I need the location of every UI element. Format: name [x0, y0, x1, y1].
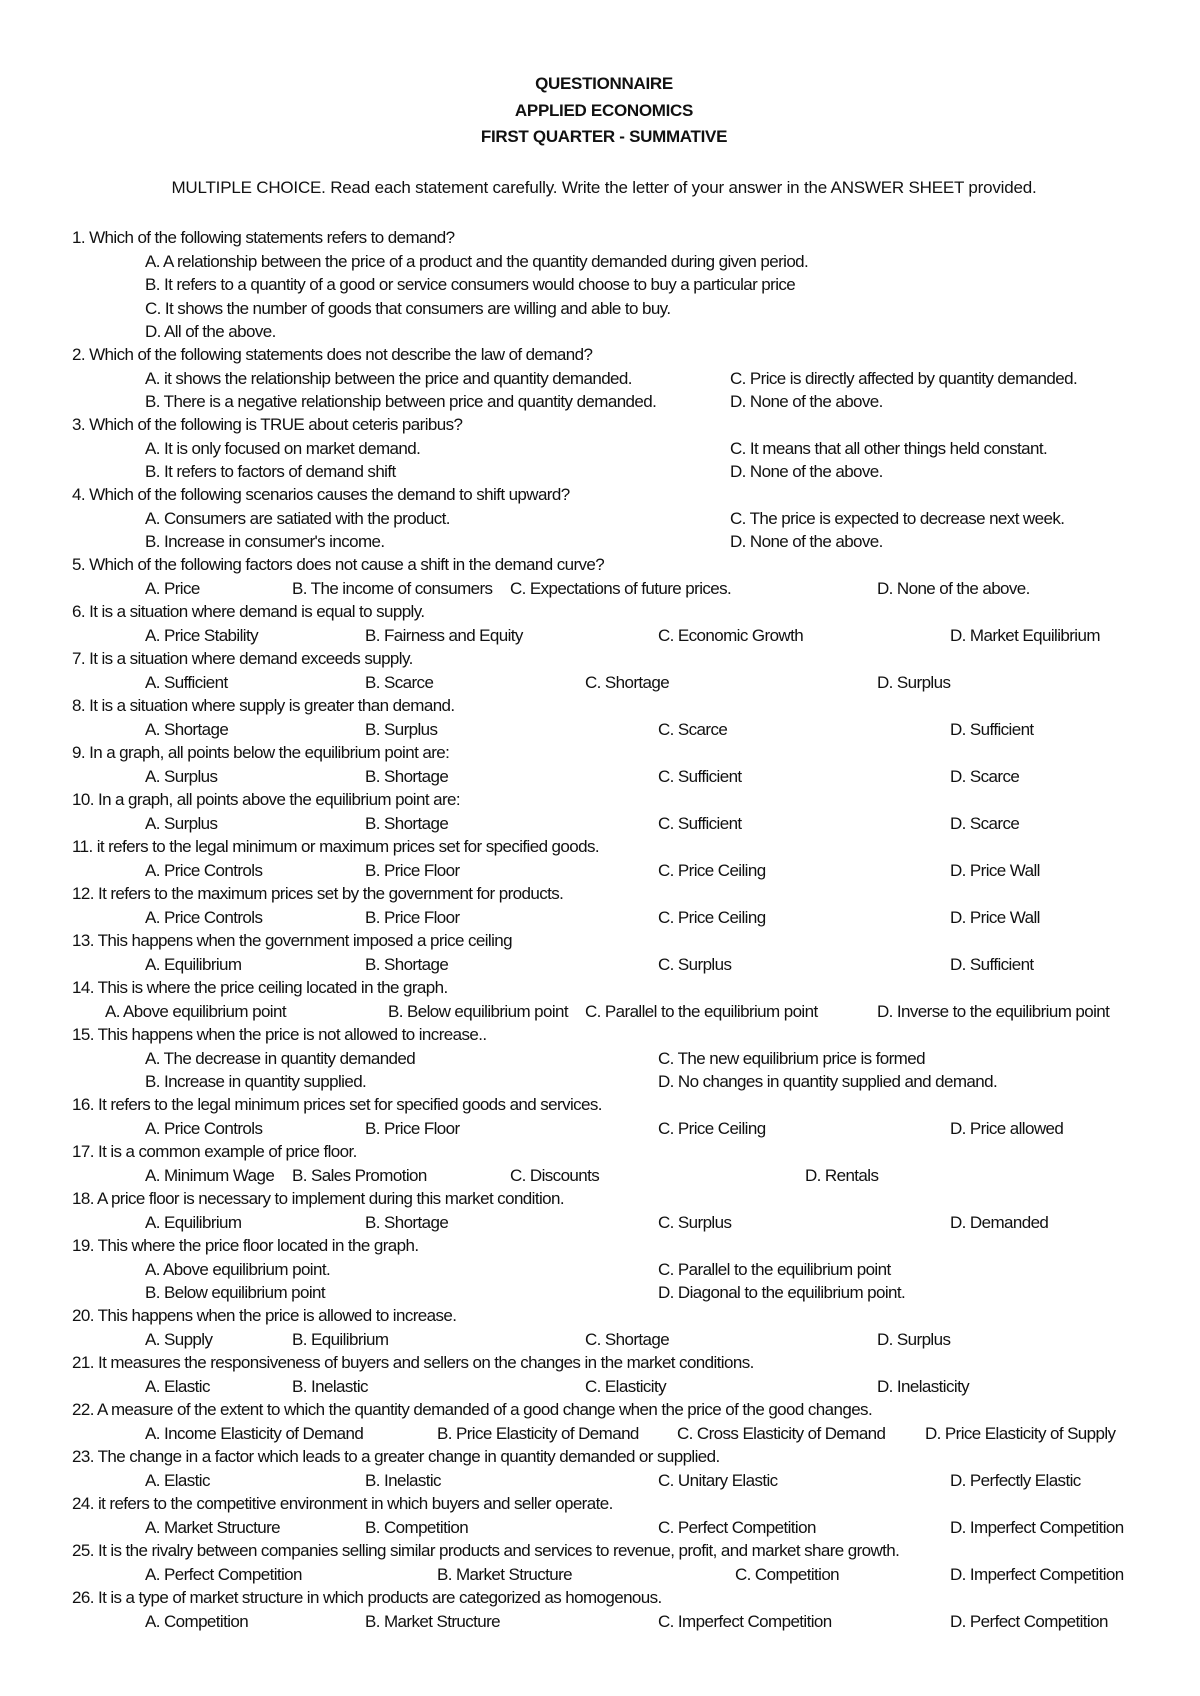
choice-b: B. There is a negative relationship between price and quantity demanded.	[145, 392, 657, 411]
choice-c: C. The new equilibrium price is formed	[658, 1049, 925, 1068]
choice-d: D. Perfectly Elastic	[950, 1471, 1081, 1490]
document-title: QUESTIONNAIRE	[535, 74, 673, 93]
choice-b: B. Competition	[365, 1518, 469, 1537]
choice-c: C. Economic Growth	[658, 626, 804, 645]
question-8: 8. It is a situation where supply is greater than demand.	[72, 696, 455, 715]
choice-a: A. Surplus	[145, 767, 218, 786]
choice-c: C. Shortage	[585, 1330, 670, 1349]
choice-a: A. Market Structure	[145, 1518, 281, 1537]
question-21: 21. It measures the responsiveness of buyers and sellers on the changes in the market conditions.	[72, 1353, 754, 1372]
choice-c: C. Unitary Elastic	[658, 1471, 778, 1490]
choice-row	[0, 1281, 1200, 1304]
choice-a: A. Equilibrium	[145, 955, 242, 974]
choice-c: C. Imperfect Competition	[658, 1612, 832, 1631]
choice-b: B. The income of consumers	[292, 579, 493, 598]
choice-c: C. Price Ceiling	[658, 1119, 766, 1138]
choice-b: B. Price Elasticity of Demand	[437, 1424, 639, 1443]
choice-c: C. It shows the number of goods that consumers are willing and able to buy.	[145, 299, 671, 318]
choice-b: B. It refers to a quantity of a good or service consumers would choose to buy a particular price	[145, 275, 796, 294]
choice-d: D. Scarce	[950, 814, 1020, 833]
choice-d: D. Price Wall	[950, 861, 1040, 880]
choice-row	[0, 1070, 1200, 1093]
choice-row	[0, 624, 1200, 647]
choice-a: A. Price Controls	[145, 908, 263, 927]
question-18: 18. A price floor is necessary to implement during this market condition.	[72, 1189, 564, 1208]
choice-a: A. Elastic	[145, 1377, 210, 1396]
choice-c: C. Surplus	[658, 1213, 732, 1232]
choice-d: D. Surplus	[877, 1330, 951, 1349]
choice-b: B. Increase in quantity supplied.	[145, 1072, 367, 1091]
question-24: 24. it refers to the competitive environment in which buyers and seller operate.	[72, 1494, 613, 1513]
question-26: 26. It is a type of market structure in which products are categorized as homogenous.	[72, 1588, 662, 1607]
choice-c: C. Sufficient	[658, 814, 742, 833]
choice-b: B. Scarce	[365, 673, 434, 692]
choice-row	[0, 530, 1200, 553]
quarter-title: FIRST QUARTER - SUMMATIVE	[480, 127, 728, 146]
choice-d: D. Surplus	[877, 673, 951, 692]
choice-b: B. Fairness and Equity	[365, 626, 523, 645]
choice-d: D. Sufficient	[950, 955, 1034, 974]
question-3: 3. Which of the following is TRUE about ceteris paribus?	[72, 415, 463, 434]
choice-c: C. Price is directly affected by quantity demanded.	[730, 369, 1078, 388]
choice-a: A. Above equilibrium point	[105, 1002, 286, 1021]
choice-d: D. Price Elasticity of Supply	[925, 1424, 1116, 1443]
choice-c: C. It means that all other things held constant.	[730, 439, 1048, 458]
choice-row	[0, 1469, 1200, 1492]
choice-d: D. None of the above.	[730, 532, 883, 551]
choice-a: A. It is only focused on market demand.	[145, 439, 421, 458]
choice-row	[0, 577, 1200, 600]
choice-a: A. Income Elasticity of Demand	[145, 1424, 364, 1443]
choice-b: B. Price Floor	[365, 1119, 460, 1138]
choice-row	[0, 1328, 1200, 1351]
choice-c: C. Parallel to the equilibrium point	[585, 1002, 818, 1021]
question-25: 25. It is the rivalry between companies selling similar products and services to revenue, profit, and market share growth.	[72, 1541, 900, 1560]
choice-c: C. The price is expected to decrease next week.	[730, 509, 1065, 528]
question-22: 22. A measure of the extent to which the quantity demanded of a good change when the price of the good changes.	[72, 1400, 873, 1419]
choice-d: D. Inverse to the equilibrium point	[877, 1002, 1110, 1021]
choice-a: A. Elastic	[145, 1471, 210, 1490]
choice-row	[0, 1422, 1200, 1445]
choice-row	[0, 460, 1200, 483]
choice-a: A. Minimum Wage	[145, 1166, 275, 1185]
choice-b: B. Market Structure	[365, 1612, 501, 1631]
choice-row	[0, 1516, 1200, 1539]
question-12: 12. It refers to the maximum prices set by the government for products.	[72, 884, 564, 903]
choice-row	[0, 859, 1200, 882]
question-4: 4. Which of the following scenarios causes the demand to shift upward?	[72, 485, 570, 504]
choice-b: B. Shortage	[365, 814, 449, 833]
choice-b: B. Equilibrium	[292, 1330, 389, 1349]
choice-b: B. Price Floor	[365, 908, 460, 927]
choice-row	[0, 1610, 1200, 1633]
question-23: 23. The change in a factor which leads to a greater change in quantity demanded or supplied.	[72, 1447, 720, 1466]
choice-row	[0, 1375, 1200, 1398]
choice-d: D. Rentals	[805, 1166, 879, 1185]
choice-d: D. Price allowed	[950, 1119, 1064, 1138]
choice-c: C. Scarce	[658, 720, 728, 739]
choice-a: A. Consumers are satiated with the product.	[145, 509, 450, 528]
question-10: 10. In a graph, all points above the equilibrium point are:	[72, 790, 460, 809]
choice-b: B. Shortage	[365, 1213, 449, 1232]
question-13: 13. This happens when the government imposed a price ceiling	[72, 931, 512, 950]
choice-d: D. None of the above.	[730, 462, 883, 481]
choice-a: A. A relationship between the price of a product and the quantity demanded during given period.	[145, 252, 809, 271]
choice-a: A. Price Stability	[145, 626, 258, 645]
choice-row	[0, 1164, 1200, 1187]
choice-a: A. Perfect Competition	[145, 1565, 302, 1584]
choice-b: B. It refers to factors of demand shift	[145, 462, 396, 481]
choice-row	[0, 1047, 1200, 1070]
choice-b: B. Shortage	[365, 955, 449, 974]
choice-d: D. All of the above.	[145, 322, 276, 341]
choice-a: A. Supply	[145, 1330, 213, 1349]
choice-row	[0, 812, 1200, 835]
choice-c: C. Sufficient	[658, 767, 742, 786]
question-15: 15. This happens when the price is not allowed to increase..	[72, 1025, 487, 1044]
choice-b: B. Increase in consumer's income.	[145, 532, 385, 551]
choice-c: C. Surplus	[658, 955, 732, 974]
choice-row	[0, 1117, 1200, 1140]
choice-row	[0, 273, 1200, 296]
choice-row	[0, 671, 1200, 694]
choice-d: D. Imperfect Competition	[950, 1518, 1124, 1537]
choice-c: C. Expectations of future prices.	[510, 579, 732, 598]
choice-b: B. Below equilibrium point	[388, 1002, 568, 1021]
choice-row	[0, 250, 1200, 273]
choice-b: B. Market Structure	[437, 1565, 573, 1584]
choice-a: A. Sufficient	[145, 673, 228, 692]
question-5: 5. Which of the following factors does not cause a shift in the demand curve?	[72, 555, 605, 574]
choice-b: B. Price Floor	[365, 861, 460, 880]
question-9: 9. In a graph, all points below the equilibrium point are:	[72, 743, 450, 762]
choice-row	[0, 765, 1200, 788]
choice-row	[0, 1258, 1200, 1281]
choice-d: D. None of the above.	[730, 392, 883, 411]
choice-c: C. Shortage	[585, 673, 670, 692]
choice-c: C. Parallel to the equilibrium point	[658, 1260, 891, 1279]
question-19: 19. This where the price floor located in the graph.	[72, 1236, 419, 1255]
choice-b: B. Surplus	[365, 720, 438, 739]
choice-a: A. Equilibrium	[145, 1213, 242, 1232]
question-16: 16. It refers to the legal minimum prices set for specified goods and services.	[72, 1095, 602, 1114]
question-2: 2. Which of the following statements does not describe the law of demand?	[72, 345, 593, 364]
choice-a: A. it shows the relationship between the price and quantity demanded.	[145, 369, 632, 388]
instructions: MULTIPLE CHOICE. Read each statement carefully. Write the letter of your answer in the ANSWER SHEET provided.	[171, 178, 1037, 197]
question-7: 7. It is a situation where demand exceeds supply.	[72, 649, 413, 668]
choice-d: D. Scarce	[950, 767, 1020, 786]
choice-a: A. Shortage	[145, 720, 229, 739]
choice-b: B. Shortage	[365, 767, 449, 786]
choice-d: D. Price Wall	[950, 908, 1040, 927]
choice-c: C. Price Ceiling	[658, 861, 766, 880]
choice-c: C. Cross Elasticity of Demand	[677, 1424, 886, 1443]
question-20: 20. This happens when the price is allowed to increase.	[72, 1306, 457, 1325]
choice-c: C. Competition	[735, 1565, 840, 1584]
choice-a: A. The decrease in quantity demanded	[145, 1049, 416, 1068]
choice-row	[0, 953, 1200, 976]
subject-title: APPLIED ECONOMICS	[514, 101, 694, 120]
choice-row	[0, 718, 1200, 741]
choice-d: D. Sufficient	[950, 720, 1034, 739]
choice-row	[0, 507, 1200, 530]
choice-a: A. Competition	[145, 1612, 249, 1631]
choice-row	[0, 1211, 1200, 1234]
choice-row	[0, 437, 1200, 460]
choice-d: D. Market Equilibrium	[950, 626, 1100, 645]
choice-d: D. Diagonal to the equilibrium point.	[658, 1283, 906, 1302]
choice-b: B. Below equilibrium point	[145, 1283, 325, 1302]
choice-a: A. Price Controls	[145, 1119, 263, 1138]
choice-c: C. Elasticity	[585, 1377, 666, 1396]
choice-b: B. Inelastic	[292, 1377, 368, 1396]
question-14: 14. This is where the price ceiling located in the graph.	[72, 978, 448, 997]
choice-row	[0, 367, 1200, 390]
choice-row	[0, 1563, 1200, 1586]
choice-a: A. Price	[145, 579, 200, 598]
choice-row	[0, 906, 1200, 929]
choice-b: B. Inelastic	[365, 1471, 441, 1490]
choice-d: D. Inelasticity	[877, 1377, 970, 1396]
choice-a: A. Surplus	[145, 814, 218, 833]
choice-c: C. Perfect Competition	[658, 1518, 816, 1537]
question-11: 11. it refers to the legal minimum or maximum prices set for specified goods.	[72, 837, 599, 856]
choice-d: D. No changes in quantity supplied and demand.	[658, 1072, 998, 1091]
choice-d: D. None of the above.	[877, 579, 1030, 598]
choice-row	[0, 1000, 1200, 1023]
question-6: 6. It is a situation where demand is equal to supply.	[72, 602, 425, 621]
question-1: 1. Which of the following statements refers to demand?	[72, 228, 455, 247]
choice-b: B. Sales Promotion	[292, 1166, 427, 1185]
choice-row	[0, 320, 1200, 343]
choice-a: A. Above equilibrium point.	[145, 1260, 331, 1279]
choice-d: D. Perfect Competition	[950, 1612, 1108, 1631]
choice-c: C. Price Ceiling	[658, 908, 766, 927]
choice-c: C. Discounts	[510, 1166, 600, 1185]
choice-d: D. Demanded	[950, 1213, 1049, 1232]
choice-a: A. Price Controls	[145, 861, 263, 880]
choice-d: D. Imperfect Competition	[950, 1565, 1124, 1584]
question-17: 17. It is a common example of price floor.	[72, 1142, 357, 1161]
choice-row	[0, 390, 1200, 413]
choice-row	[0, 297, 1200, 320]
